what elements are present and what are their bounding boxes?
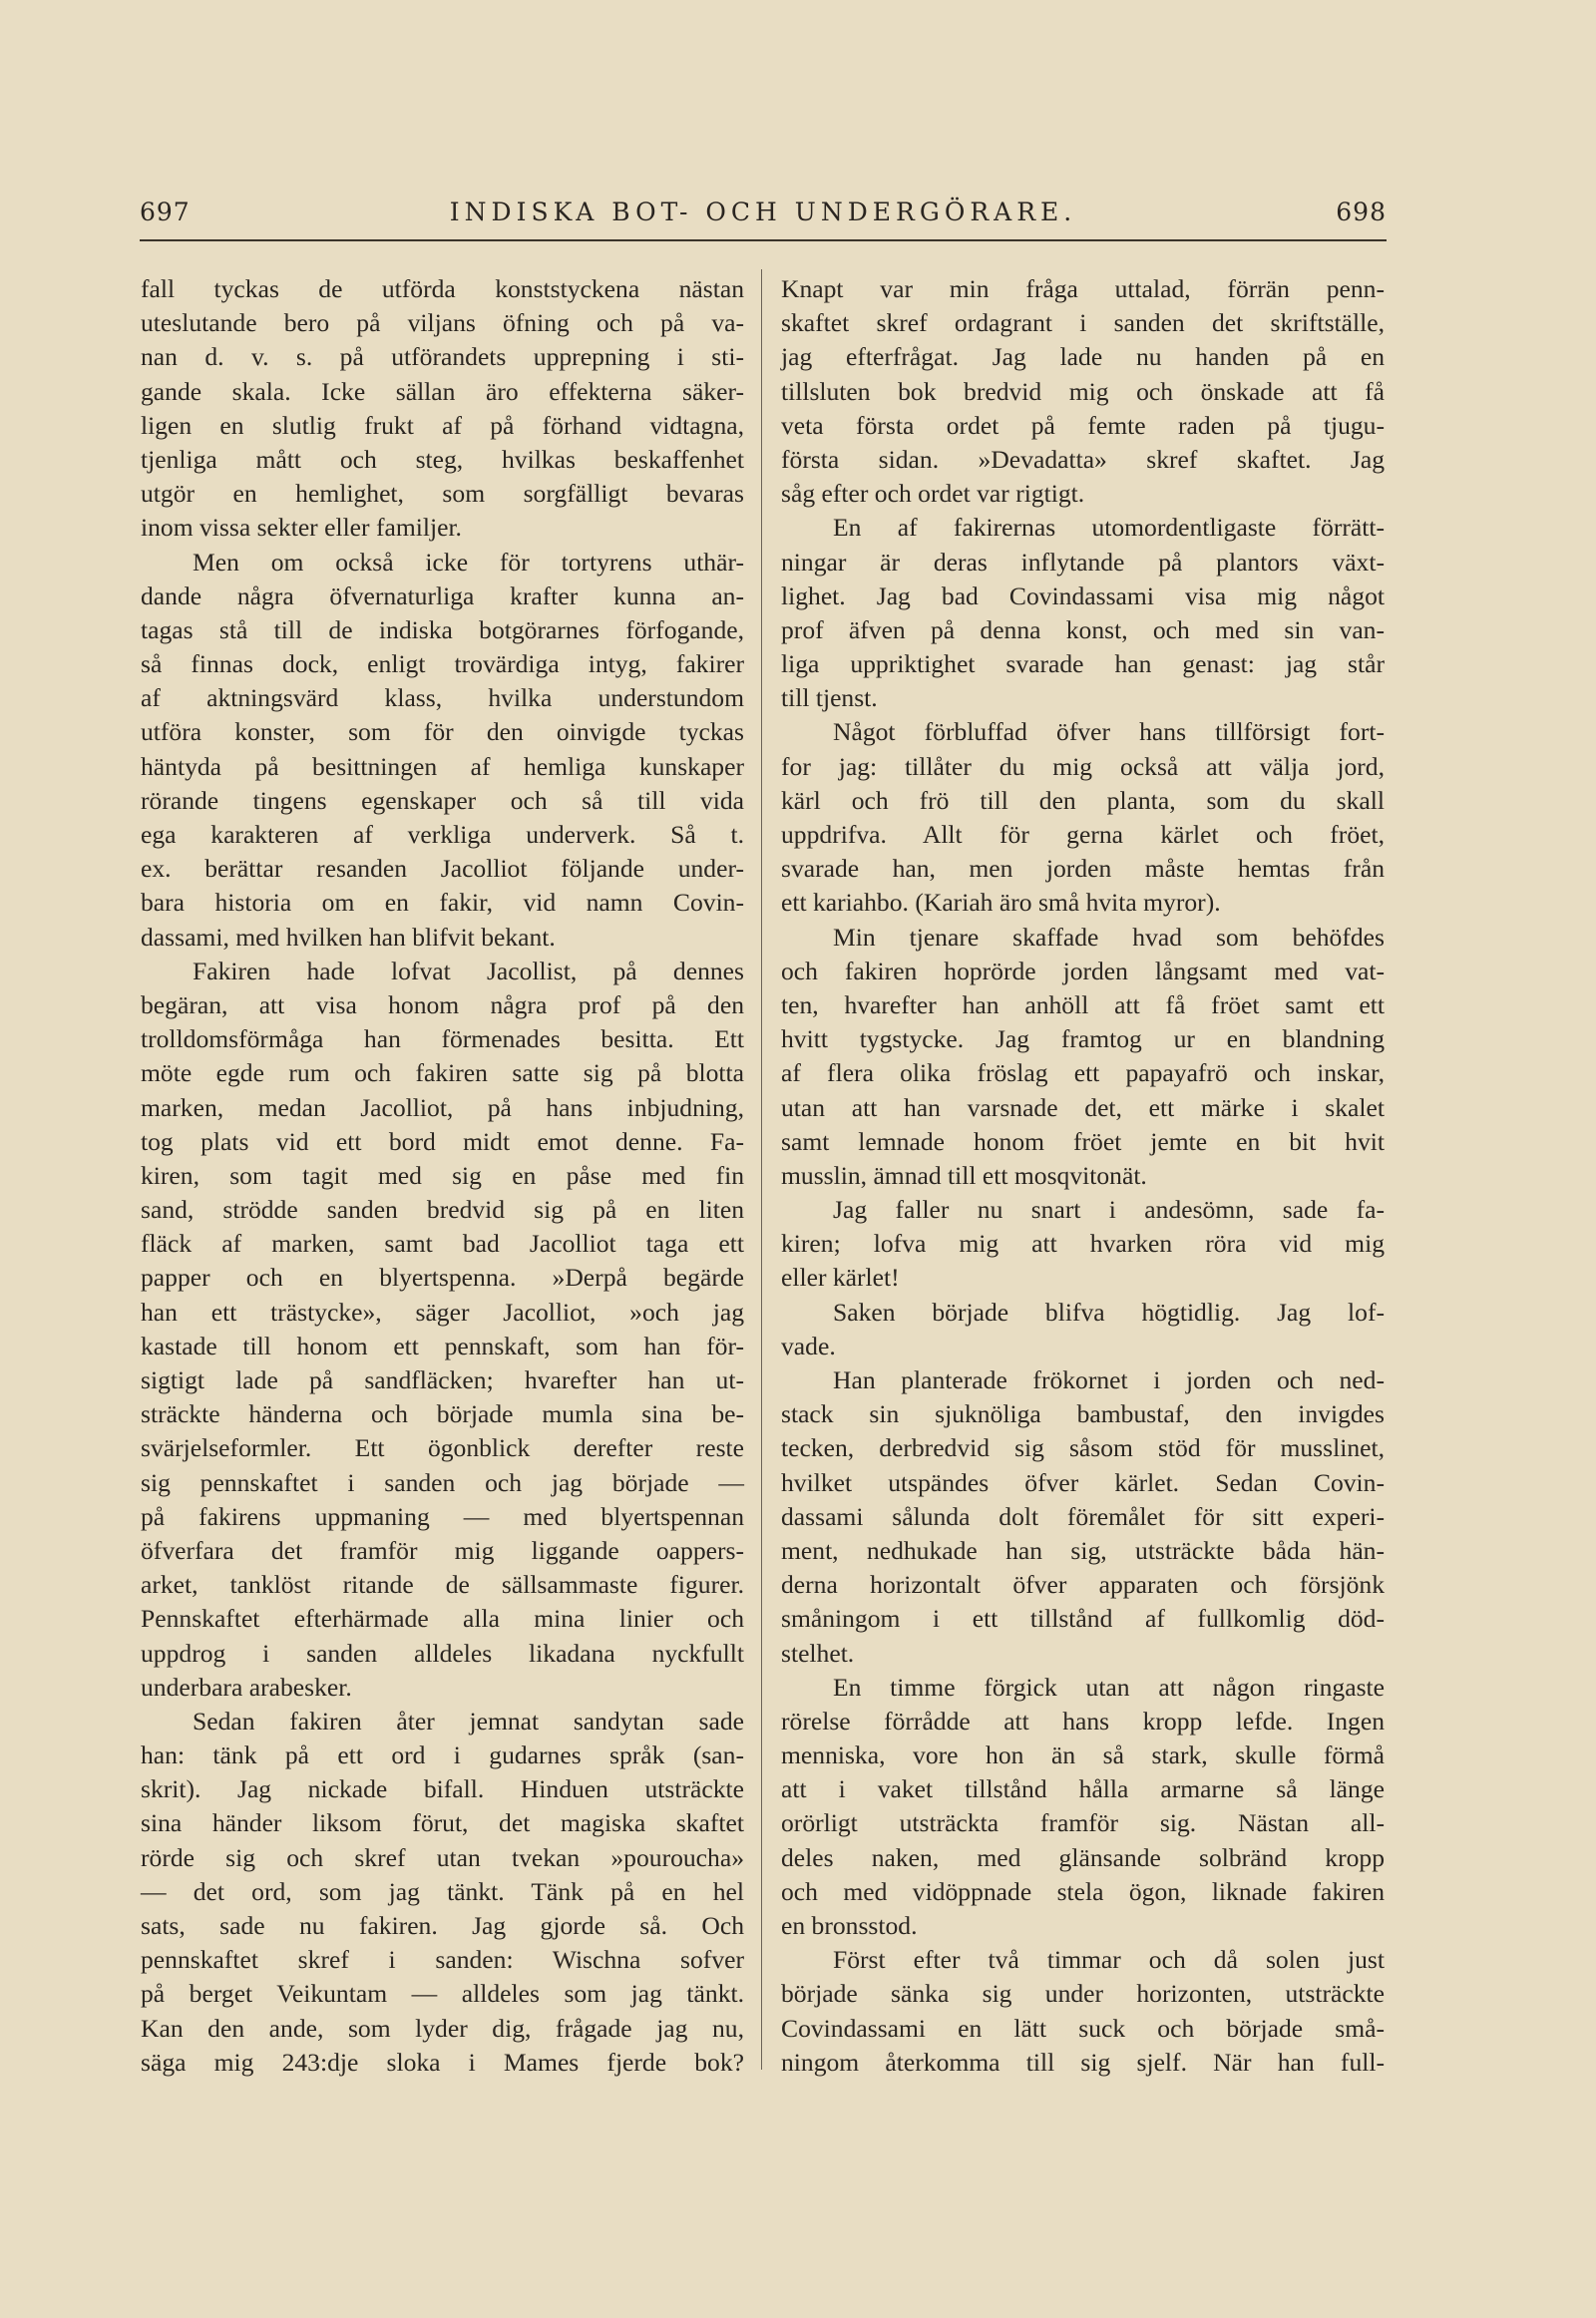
text-line: på fakirens uppmaning — med blyertspennan — [141, 1501, 744, 1531]
text-line: småningom i ett tillstånd af fullkomlig död- — [781, 1604, 1385, 1634]
text-line: uppdrifva. Allt för gerna kärlet och fröet, — [781, 820, 1385, 849]
text-line: En timme förgick utan att någon ringaste — [833, 1672, 1385, 1702]
text-line: orörligt utsträckta framför sig. Nästan all- — [781, 1808, 1385, 1838]
text-line: papper och en blyertspenna. »Derpå begärde — [141, 1263, 744, 1293]
text-line: sina händer liksom förut, det magiska skaftet — [141, 1808, 744, 1838]
text-line: utan att han varsnade det, ett märke i skalet — [781, 1092, 1385, 1122]
text-line: ningar är deras inflytande på plantors växt- — [781, 547, 1385, 577]
text-line: öfverfara det framför mig liggande oappers- — [141, 1535, 744, 1565]
text-line: gande skala. Icke sällan äro effekterna säker- — [141, 376, 744, 406]
text-line: skrit). Jag nickade bifall. Hinduen utsträckte — [141, 1774, 744, 1804]
text-line: musslin, ämnad till ett mosqvitonät. — [781, 1160, 1147, 1190]
text-line: menniska, vore hon än så stark, skulle förmå — [781, 1740, 1385, 1770]
text-line: en bronsstod. — [781, 1911, 918, 1940]
text-line: trolldomsförmåga han förmenades besitta. Ett — [141, 1024, 744, 1054]
text-line: sand, strödde sanden bredvid sig på en liten — [141, 1195, 744, 1225]
text-line: häntyda på besittningen af hemliga kunskaper — [141, 751, 744, 781]
text-line: Knapt var min fråga uttalad, förrän penn- — [781, 274, 1385, 303]
text-line: tjenliga mått och steg, hvilkas beskaffenhet — [141, 444, 744, 474]
text-line: for jag: tillåter du mig också att välja jord, — [781, 751, 1385, 781]
text-line: på berget Veikuntam — alldeles som jag tänkt. — [141, 1979, 744, 2009]
text-line: derna horizontalt öfver apparaten och försjönk — [781, 1570, 1385, 1600]
text-line: till tjenst. — [781, 683, 878, 713]
text-line: tagas stå till de indiska botgörarnes förfogande, — [141, 614, 744, 644]
text-line: jag efterfrågat. Jag lade nu handen på en — [781, 342, 1385, 372]
text-line: och med vidöppnade stela ögon, liknade fakiren — [781, 1876, 1385, 1906]
text-line: Pennskaftet efterhärmade alla mina linier och — [141, 1604, 744, 1634]
text-line: säga mig 243:dje sloka i Mames fjerde bok? — [141, 2047, 744, 2077]
text-line: så finnas dock, enligt trovärdiga intyg, fakirer — [141, 649, 744, 679]
text-line: Covindassami en lätt suck och började små- — [781, 2013, 1385, 2043]
text-line: prof äfven på denna konst, och med sin van- — [781, 614, 1385, 644]
text-line: sig pennskaftet i sanden och jag började — — [141, 1467, 744, 1497]
text-line: af flera olika fröslag ett papayafrö och inskar, — [781, 1058, 1385, 1088]
text-line: Något förbluffad öfver hans tillförsigt fort- — [833, 717, 1385, 747]
text-line: stack sin sjuknöliga bambustaf, den invigdes — [781, 1399, 1385, 1429]
column-divider — [761, 269, 762, 2070]
text-line: af aktningsvärd klass, hvilka understundom — [141, 683, 744, 713]
page-number-right: 698 — [1336, 197, 1387, 226]
text-line: att i vaket tillstånd hålla armarne så länge — [781, 1774, 1385, 1804]
text-line: Han planterade frökornet i jorden och ned- — [833, 1365, 1385, 1394]
text-line: och fakiren hoprörde jorden långsamt med vat- — [781, 956, 1385, 985]
text-line: skaftet skref ordagrant i sanden det skriftställe, — [781, 308, 1385, 338]
text-line: underbara arabesker. — [141, 1672, 352, 1702]
text-line: bara historia om en fakir, vid namn Covin- — [141, 888, 744, 918]
text-line: ett kariahbo. (Kariah äro små hvita myror). — [781, 888, 1221, 918]
running-header — [140, 197, 1387, 231]
text-line: tog plats vid ett bord midt emot denne. Fa- — [141, 1126, 744, 1156]
text-line: möte egde rum och fakiren satte sig på blotta — [141, 1058, 744, 1088]
text-line: Jag faller nu snart i andesömn, sade fa- — [833, 1195, 1385, 1225]
text-line: pennskaftet skref i sanden: Wischna sofver — [141, 1945, 744, 1975]
text-line: sträckte händerna och började mumla sina be- — [141, 1399, 744, 1429]
text-line: inom vissa sekter eller familjer. — [141, 513, 462, 543]
text-line: lighet. Jag bad Covindassami visa mig något — [781, 580, 1385, 610]
text-line: första sidan. »Devadatta» skref skaftet. Jag — [781, 444, 1385, 474]
header-rule — [140, 239, 1387, 241]
text-line: deles naken, med glänsande solbränd kropp — [781, 1842, 1385, 1872]
text-line: kiren, som tagit med sig en påse med fin — [141, 1160, 744, 1190]
text-line: dande några öfvernaturliga krafter kunna an- — [141, 580, 744, 610]
text-line: dassami, med hvilken han blifvit bekant. — [141, 922, 556, 952]
text-line: liga uppriktighet svarade han genast: jag står — [781, 649, 1385, 679]
text-line: utföra konster, som för den oinvigde tyckas — [141, 717, 744, 747]
text-line: samt lemnade honom fröet jemte en bit hvit — [781, 1126, 1385, 1156]
text-line: tecken, derbredvid sig såsom stöd för musslinet, — [781, 1433, 1385, 1463]
text-line: började sänka sig under horizonten, utsträckte — [781, 1979, 1385, 2009]
text-line: han ett trästycke», säger Jacolliot, »och jag — [141, 1297, 744, 1327]
text-line: eller kärlet! — [781, 1263, 900, 1293]
text-line: kärl och frö till den planta, som du skall — [781, 785, 1385, 815]
text-line: vade. — [781, 1331, 836, 1360]
text-line: veta första ordet på femte raden på tjugu- — [781, 410, 1385, 440]
running-title: INDISKA BOT- OCH UNDERGÖRARE. — [449, 197, 1077, 226]
text-line: kiren; lofva mig att hvarken röra vid mig — [781, 1229, 1385, 1259]
text-line: rörelse förrådde att hans kropp lefde. Ingen — [781, 1706, 1385, 1736]
text-line: rörande tingens egenskaper och så till vida — [141, 785, 744, 815]
text-line: Sedan fakiren åter jemnat sandytan sade — [193, 1706, 744, 1736]
text-line: hvitt tygstycke. Jag framtog ur en blandning — [781, 1024, 1385, 1054]
text-line: Men om också icke för tortyrens uthär- — [193, 547, 744, 577]
text-line: En af fakirernas utomordentligaste förrätt- — [833, 513, 1385, 543]
text-line: Kan den ande, som lyder dig, frågade jag nu, — [141, 2013, 744, 2043]
text-line: ligen en slutlig frukt af på förhand vidtagna, — [141, 410, 744, 440]
text-line: — det ord, som jag tänkt. Tänk på en hel — [141, 1876, 744, 1906]
text-line: ningom återkomma till sig sjelf. När han full- — [781, 2047, 1385, 2077]
text-line: ment, nedhukade han sig, utsträckte båda hän- — [781, 1535, 1385, 1565]
text-line: ex. berättar resanden Jacolliot följande under- — [141, 854, 744, 884]
text-line: Fakiren hade lofvat Jacollist, på dennes — [193, 956, 744, 985]
text-line: sigtigt lade på sandfläcken; hvarefter han ut- — [141, 1365, 744, 1394]
page-number-left: 697 — [140, 197, 191, 226]
text-line: uteslutande bero på viljans öfning och på va- — [141, 308, 744, 338]
text-line: utgör en hemlighet, som sorgfälligt bevaras — [141, 479, 744, 509]
text-line: svarade han, men jorden måste hemtas från — [781, 854, 1385, 884]
text-line: ten, hvarefter han anhöll att få fröet samt ett — [781, 989, 1385, 1019]
text-line: marken, medan Jacolliot, på hans inbjudning, — [141, 1092, 744, 1122]
text-line: ega karakteren af verkliga underverk. Så t. — [141, 820, 744, 849]
text-line: kastade till honom ett pennskaft, som han för- — [141, 1331, 744, 1360]
text-line: fläck af marken, samt bad Jacolliot taga ett — [141, 1229, 744, 1259]
text-line: svärjelseformler. Ett ögonblick derefter reste — [141, 1433, 744, 1463]
text-line: sats, sade nu fakiren. Jag gjorde så. Och — [141, 1911, 744, 1940]
text-line: såg efter och ordet var rigtigt. — [781, 479, 1085, 509]
text-line: han: tänk på ett ord i gudarnes språk (san- — [141, 1740, 744, 1770]
right-column — [781, 272, 1385, 2080]
text-line: rörde sig och skref utan tvekan »pouroucha» — [141, 1842, 744, 1872]
text-line: begäran, att visa honom några prof på den — [141, 989, 744, 1019]
text-line: Min tjenare skaffade hvad som behöfdes — [833, 922, 1385, 952]
text-line: hvilket utspändes öfver kärlet. Sedan Covin- — [781, 1467, 1385, 1497]
left-column — [141, 272, 744, 2080]
text-line: arket, tanklöst ritande de sällsammaste figurer. — [141, 1570, 744, 1600]
text-line: nan d. v. s. på utförandets upprepning i sti- — [141, 342, 744, 372]
text-line: tillsluten bok bredvid mig och önskade att få — [781, 376, 1385, 406]
text-line: fall tyckas de utförda konststyckena nästan — [141, 274, 744, 303]
text-line: stelhet. — [781, 1638, 855, 1668]
text-line: Först efter två timmar och då solen just — [833, 1945, 1385, 1975]
text-line: Saken började blifva högtidlig. Jag lof- — [833, 1297, 1385, 1327]
text-line: uppdrog i sanden alldeles likadana nyckfullt — [141, 1638, 744, 1668]
text-line: dassami sålunda dolt föremålet för sitt experi- — [781, 1501, 1385, 1531]
